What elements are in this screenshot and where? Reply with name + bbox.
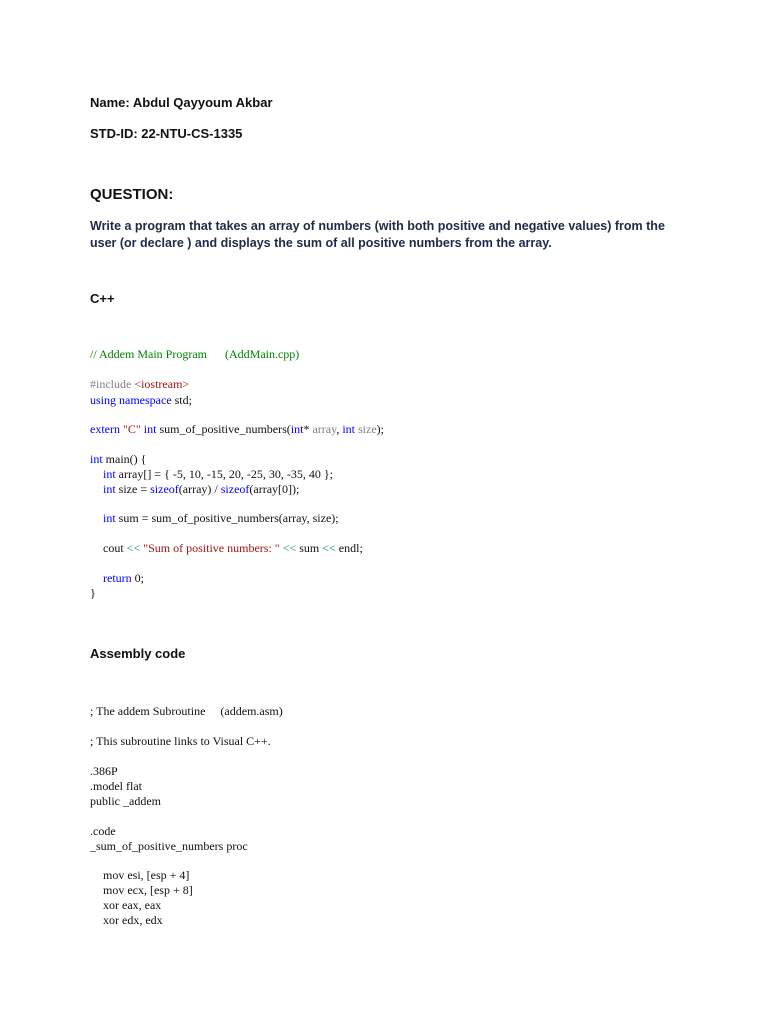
cout-op-2: << — [282, 541, 297, 555]
size-c: (array[0]); — [249, 482, 300, 496]
extern-end: ); — [376, 422, 385, 436]
cout-a: cout — [103, 541, 127, 555]
sum-call: sum = sum_of_positive_numbers(array, size); — [115, 511, 339, 525]
extern-param-array: array — [312, 422, 337, 436]
asm-line: mov ecx, [esp + 8] — [103, 883, 193, 897]
extern-string: "C" — [122, 422, 141, 436]
extern-int-param: int — [290, 422, 304, 436]
asm-line: xor eax, eax — [103, 898, 162, 912]
cpp-heading: C++ — [90, 291, 115, 306]
code-line-return — [90, 571, 144, 586]
code-line-using — [90, 393, 192, 408]
student-id: STD-ID: 22-NTU-CS-1335 — [90, 126, 243, 141]
cpp-comment: // Addem Main Program (AddMain.cpp) — [90, 347, 300, 361]
sizeof-1: sizeof — [150, 482, 179, 496]
main-signature: main() { — [102, 452, 147, 466]
size-int: int — [103, 482, 116, 496]
using-keyword: using namespace — [90, 393, 172, 407]
asm-line: .code — [90, 824, 116, 838]
using-rest: std; — [171, 393, 192, 407]
asm-line: ; The addem Subroutine (addem.asm) — [90, 704, 283, 718]
extern-param-size: size — [358, 422, 377, 436]
cout-op-1: << — [126, 541, 141, 555]
cout-string: "Sum of positive numbers: " — [143, 541, 280, 555]
code-line-array — [90, 467, 333, 482]
code-line-include — [90, 377, 189, 392]
code-line-main — [90, 452, 146, 467]
cout-c: endl; — [335, 541, 363, 555]
extern-int-size: int — [342, 422, 356, 436]
code-line-close: } — [90, 586, 96, 600]
question-title: QUESTION: — [90, 186, 174, 203]
cout-op-3: << — [322, 541, 336, 555]
extern-function: sum_of_positive_numbers( — [156, 422, 291, 436]
question-text: Write a program that takes an array of numbers (with both positive and negative values) from the user (or declare ) and displays the sum of all positive numbers from the array. — [90, 219, 665, 250]
code-line-sum — [90, 511, 339, 526]
main-int: int — [90, 452, 103, 466]
asm-line: public _addem — [90, 794, 161, 808]
return-keyword: return — [103, 571, 132, 585]
asm-line: _sum_of_positive_numbers proc — [90, 839, 248, 853]
cout-b: sum — [296, 541, 323, 555]
code-line-cout — [90, 541, 363, 556]
include-directive: #include — [90, 377, 135, 391]
extern-keyword: extern — [90, 422, 123, 436]
return-value: 0; — [131, 571, 144, 585]
array-int: int — [103, 467, 116, 481]
assembly-heading: Assembly code — [90, 646, 186, 661]
size-a: size = — [115, 482, 151, 496]
include-library: <iostream> — [134, 377, 190, 391]
code-line-extern — [90, 422, 384, 437]
extern-comma: , — [336, 422, 343, 436]
asm-line: .model flat — [90, 779, 142, 793]
array-declaration: array[] = { -5, 10, -15, 20, -25, 30, -35, 40 }; — [115, 467, 333, 481]
extern-int: int — [140, 422, 157, 436]
student-name: Name: Abdul Qayyoum Akbar — [90, 95, 273, 110]
sum-int: int — [103, 511, 116, 525]
asm-line: .386P — [90, 764, 118, 778]
extern-pointer: * — [303, 422, 313, 436]
asm-line: mov esi, [esp + 4] — [103, 868, 190, 882]
size-b: (array) / — [178, 482, 221, 496]
asm-line: ; This subroutine links to Visual C++. — [90, 734, 271, 748]
code-line-size — [90, 482, 299, 497]
asm-line: xor edx, edx — [103, 913, 163, 927]
sizeof-2: sizeof — [220, 482, 250, 496]
